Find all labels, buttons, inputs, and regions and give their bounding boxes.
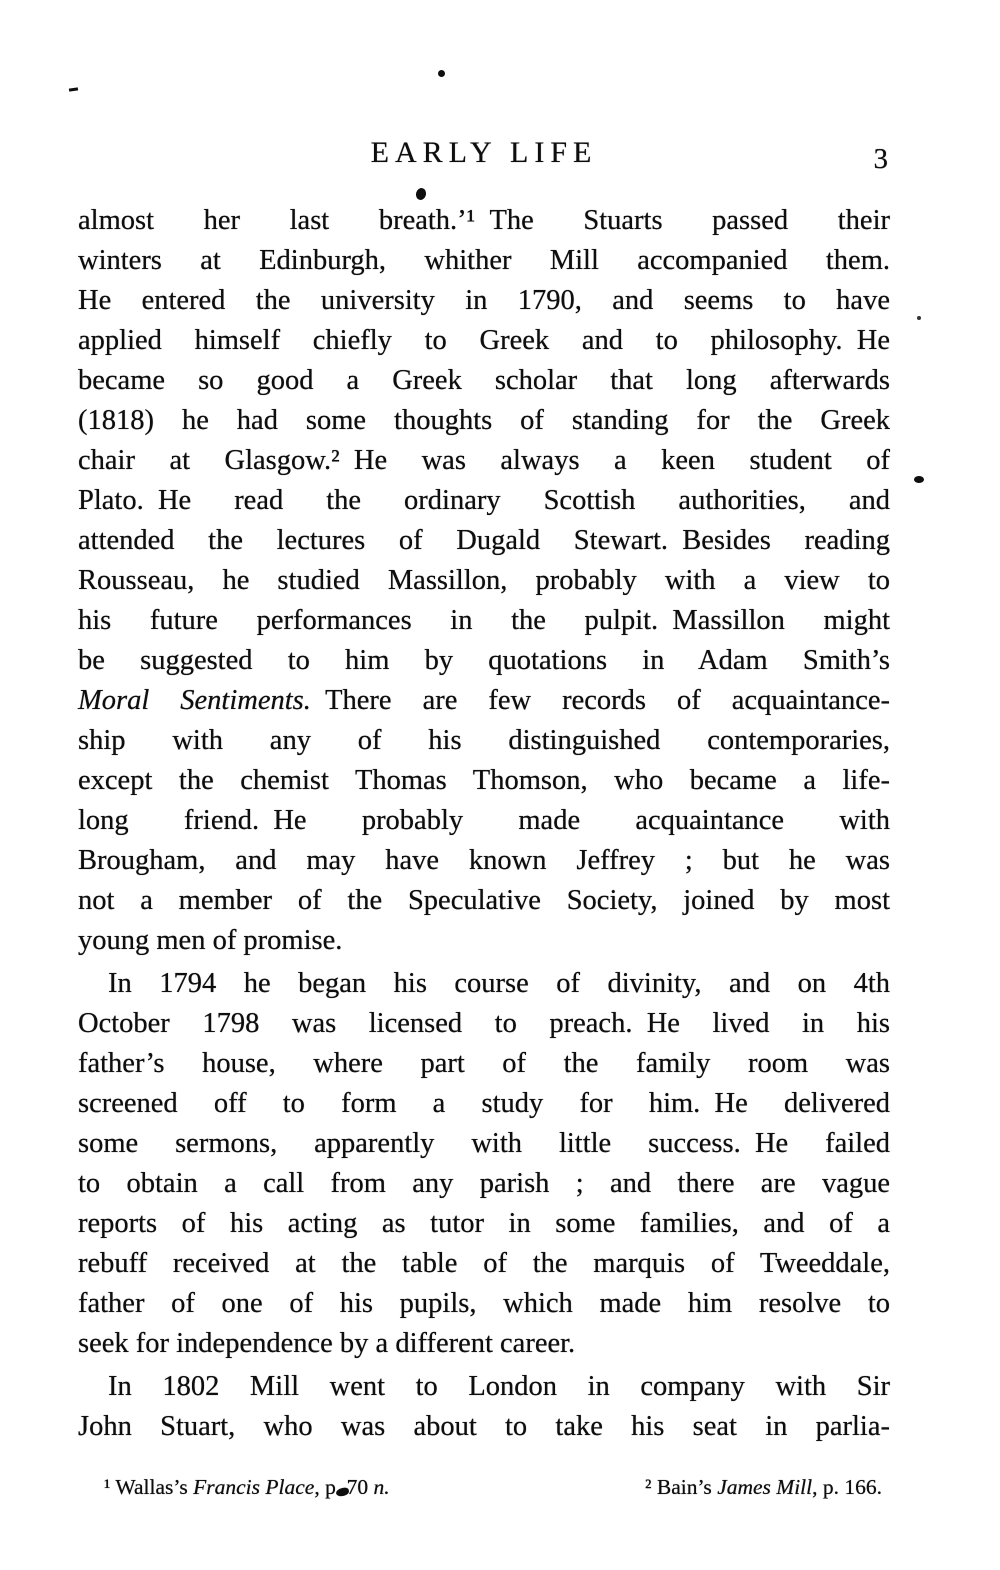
text-run: long friend. He probably made acquaintance with <box>78 805 890 836</box>
text-run: almost her last breath.’¹ The Stuarts passed their <box>78 205 890 236</box>
text-run: father’s house, where part of the family room was <box>78 1048 890 1079</box>
text-line <box>78 1324 890 1364</box>
ink-blot-above-first-line <box>415 187 428 201</box>
text-run: winters at Edinburgh, whither Mill accompanied them. <box>78 245 890 276</box>
text-line <box>78 721 890 761</box>
text-run: Rousseau, he studied Massillon, probably with a view to <box>78 565 890 596</box>
text-line <box>78 281 890 321</box>
text-run: ship with any of his distinguished contemporaries, <box>78 725 890 756</box>
text-line <box>78 1367 890 1407</box>
text-line <box>78 1284 890 1324</box>
text-line <box>78 601 890 641</box>
text-line <box>78 1204 890 1244</box>
running-head <box>78 136 890 175</box>
page-title: EARLY LIFE <box>370 136 598 169</box>
ink-speck-right-margin-small <box>917 316 921 320</box>
text-line <box>78 201 890 241</box>
text-run: except the chemist Thomas Thomson, who became a life- <box>78 765 890 796</box>
text-line <box>78 681 890 721</box>
page-number: 3 <box>873 143 888 175</box>
text-run: his future performances in the pulpit. Massillon might <box>78 605 890 636</box>
text-run: October 1798 was licensed to preach. He lived in his <box>78 1008 890 1039</box>
text-run: Plato. He read the ordinary Scottish authorities, and <box>78 485 890 516</box>
text-run: not a member of the Speculative Society, joined by most <box>78 885 890 916</box>
text-line <box>78 921 890 961</box>
text-run: ¹ Wallas’s <box>104 1475 194 1499</box>
text-run: to obtain a call from any parish ; and there are vague <box>78 1168 890 1199</box>
text-line <box>78 1004 890 1044</box>
text-line <box>78 761 890 801</box>
text-line <box>78 561 890 601</box>
text-line <box>78 1164 890 1204</box>
text-run: attended the lectures of Dugald Stewart. Besides reading <box>78 525 890 556</box>
text-line <box>78 1244 890 1284</box>
text-line <box>78 1124 890 1164</box>
text-run: applied himself chiefly to Greek and to philosophy. He <box>78 325 890 356</box>
text-line <box>78 1044 890 1084</box>
text-run: rebuff received at the table of the marquis of Tweeddale, <box>78 1248 890 1279</box>
text-run: chair at Glasgow.² He was always a keen student of <box>78 445 890 476</box>
text-run: seek for independence by a different career. <box>78 1328 576 1359</box>
italic-text-run: n. <box>373 1475 390 1499</box>
footnote-2 <box>645 1472 882 1502</box>
text-line <box>78 964 890 1004</box>
text-run: , p. 166. <box>812 1475 882 1499</box>
text-run: be suggested to him by quotations in Adam Smith’s <box>78 645 890 676</box>
text-line <box>78 841 890 881</box>
text-run: (1818) he had some thoughts of standing for the Greek <box>78 405 890 436</box>
text-line <box>78 521 890 561</box>
text-run: In 1794 he began his course of divinity, and on 4th <box>108 968 890 999</box>
italic-text-run: James Mill <box>717 1475 813 1499</box>
text-run: He entered the university in 1790, and seems to have <box>78 285 890 316</box>
text-run: became so good a Greek scholar that long afterwards <box>78 365 890 396</box>
text-run: father of one of his pupils, which made him resolve to <box>78 1288 890 1319</box>
text-line <box>78 401 890 441</box>
page-body <box>78 201 890 1450</box>
text-run: There are few records of acquaintance- <box>310 685 890 716</box>
text-run: young men of promise. <box>78 925 343 956</box>
text-line <box>78 1084 890 1124</box>
text-line <box>78 1407 890 1447</box>
text-line <box>78 361 890 401</box>
text-line <box>78 441 890 481</box>
ink-speck-right-margin-bold <box>914 476 924 483</box>
text-line <box>78 481 890 521</box>
text-run: John Stuart, who was about to take his seat in parlia- <box>78 1411 890 1442</box>
text-run: screened off to form a study for him. He delivered <box>78 1088 890 1119</box>
text-run: , p. 70 <box>314 1475 374 1499</box>
ink-dash-top-left <box>69 87 78 91</box>
ink-speck-top <box>438 70 445 77</box>
text-line <box>78 641 890 681</box>
paragraph <box>78 201 890 961</box>
paragraph <box>78 964 890 1364</box>
italic-text-run: Francis Place <box>193 1475 315 1499</box>
footnotes <box>78 1472 890 1502</box>
footnote-1 <box>104 1472 390 1502</box>
italic-text-run: Moral Sentiments. <box>78 685 311 716</box>
text-line <box>78 881 890 921</box>
text-line <box>78 321 890 361</box>
paragraph <box>78 1367 890 1447</box>
text-line <box>78 801 890 841</box>
text-run: reports of his acting as tutor in some families, and of a <box>78 1208 890 1239</box>
text-run: Brougham, and may have known Jeffrey ; but he was <box>78 845 890 876</box>
text-line <box>78 241 890 281</box>
text-run: In 1802 Mill went to London in company with Sir <box>108 1371 890 1402</box>
text-run: ² Bain’s <box>645 1475 718 1499</box>
text-run: some sermons, apparently with little success. He failed <box>78 1128 890 1159</box>
